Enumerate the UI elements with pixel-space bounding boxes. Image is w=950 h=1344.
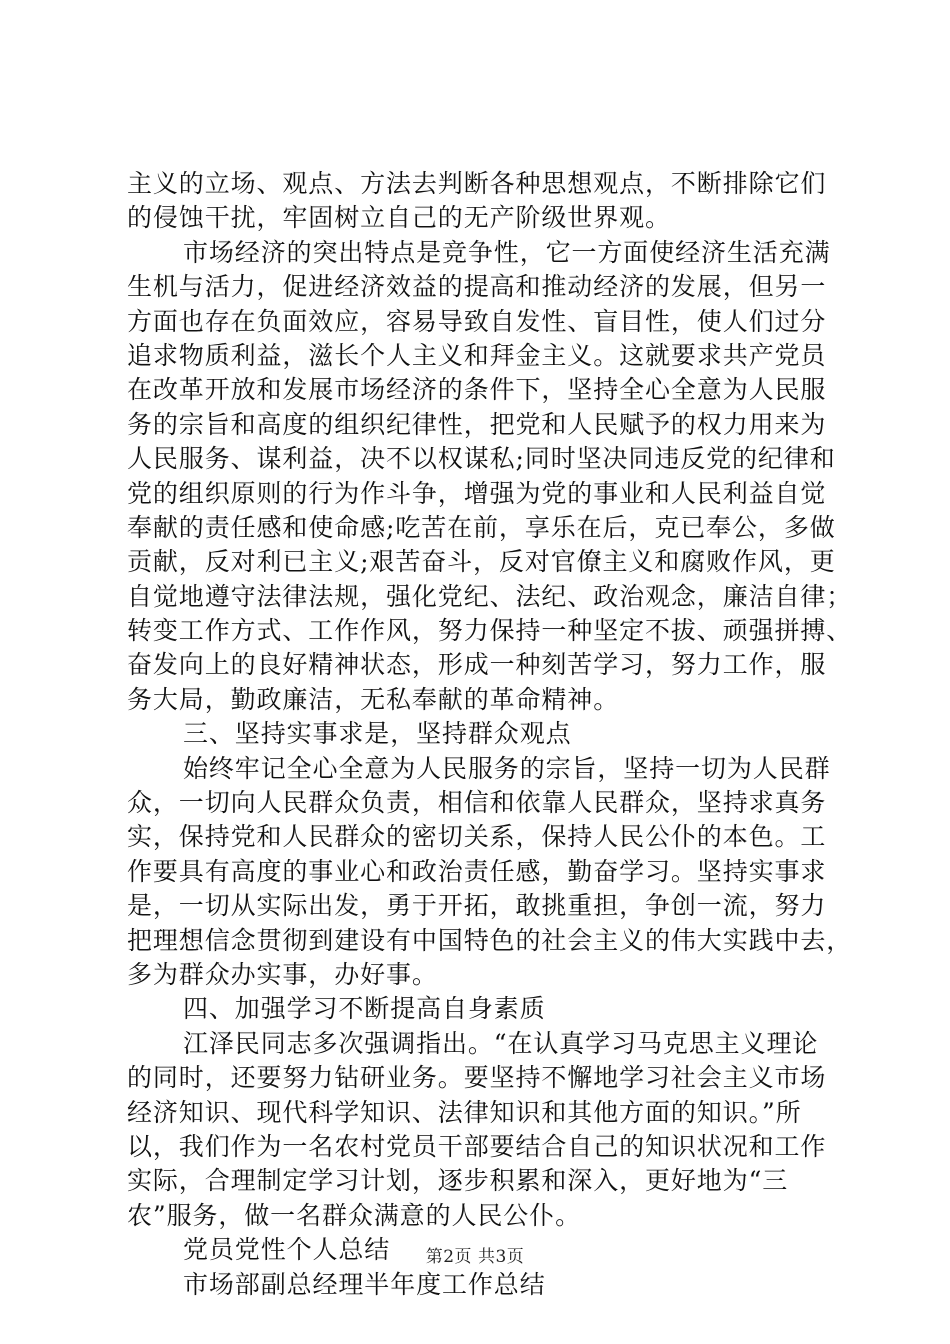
text-line: 作要具有高度的事业心和政治责任感，勤奋学习。坚持实事求 bbox=[127, 856, 827, 886]
text-line: 贡献，反对利已主义;艰苦奋斗，反对官僚主义和腐败作风，更 bbox=[127, 547, 836, 577]
text-line: 把理想信念贯彻到建设有中国特色的社会主义的伟大实践中去， bbox=[127, 925, 853, 955]
text-line: 三、坚持实事求是，坚持群众观点 bbox=[183, 719, 572, 749]
text-line: 江泽民同志多次强调指出。“在认真学习马克思主义理论 bbox=[183, 1028, 819, 1058]
text-line: 以，我们作为一名农村党员干部要结合自己的知识状况和工作 bbox=[127, 1131, 827, 1161]
text-line: 是，一切从实际出发，勇于开拓，敢挑重担，争创一流，努力 bbox=[127, 891, 827, 921]
text-line: 方面也存在负面效应，容易导致自发性、盲目性，使人们过分 bbox=[127, 306, 827, 336]
text-line: 市场经济的突出特点是竞争性，它一方面使经济生活充满 bbox=[183, 237, 831, 267]
text-line: 的同时，还要努力钻研业务。要坚持不懈地学习社会主义市场 bbox=[127, 1063, 827, 1093]
text-line: 党员党性个人总结 bbox=[183, 1235, 391, 1265]
text-line: 多为群众办实事，办好事。 bbox=[127, 959, 438, 989]
text-line: 四、加强学习不断提高自身素质 bbox=[183, 994, 546, 1024]
text-line: 生机与活力，促进经济效益的提高和推动经济的发展，但另一 bbox=[127, 272, 827, 302]
document-body bbox=[127, 167, 853, 1302]
text-line: 务大局，勤政廉洁，无私奉献的革命精神。 bbox=[127, 684, 620, 714]
text-line: 始终牢记全心全意为人民服务的宗旨，坚持一切为人民群 bbox=[183, 753, 831, 783]
text-line: 主义的立场、观点、方法去判断各种思想观点，不断排除它们 bbox=[127, 169, 827, 198]
text-line: 追求物质利益，滋长个人主义和拜金主义。这就要求共产党员 bbox=[127, 340, 827, 370]
text-line: 众，一切向人民群众负责，相信和依靠人民群众，坚持求真务 bbox=[127, 788, 827, 818]
text-line: 奋发向上的良好精神状态，形成一种刻苦学习，努力工作，服 bbox=[127, 650, 827, 680]
text-line: 转变工作方式、工作作风，努力保持一种坚定不拔、顽强拼搏、 bbox=[127, 616, 853, 646]
text-line: 在改革开放和发展市场经济的条件下，坚持全心全意为人民服 bbox=[127, 375, 827, 405]
text-line: 人民服务、谋利益，决不以权谋私;同时坚决同违反党的纪律和 bbox=[127, 444, 836, 474]
text-line: 农”服务，做一名群众满意的人民公仆。 bbox=[127, 1200, 581, 1230]
text-line: 自觉地遵守法律法规，强化党纪、法纪、政治观念，廉洁自律； bbox=[127, 581, 853, 611]
text-line: 市场部副总经理半年度工作总结 bbox=[183, 1269, 546, 1299]
text-line: 奉献的责任感和使命感;吃苦在前，享乐在后，克已奉公，多做 bbox=[127, 512, 836, 542]
text-line: 的侵蚀干扰，牢固树立自己的无产阶级世界观。 bbox=[127, 203, 671, 233]
text-line: 实，保持党和人民群众的密切关系，保持人民公仆的本色。工 bbox=[127, 822, 827, 852]
text-line: 务的宗旨和高度的组织纪律性，把党和人民赋予的权力用来为 bbox=[127, 409, 827, 439]
text-line: 党的组织原则的行为作斗争，增强为党的事业和人民利益自觉 bbox=[127, 478, 827, 508]
text-line: 实际，合理制定学习计划，逐步积累和深入，更好地为“三 bbox=[127, 1166, 789, 1196]
text-line: 经济知识、现代科学知识、法律知识和其他方面的知识。”所 bbox=[127, 1097, 802, 1127]
page-footer: 第2页 共3页 bbox=[425, 1247, 525, 1267]
